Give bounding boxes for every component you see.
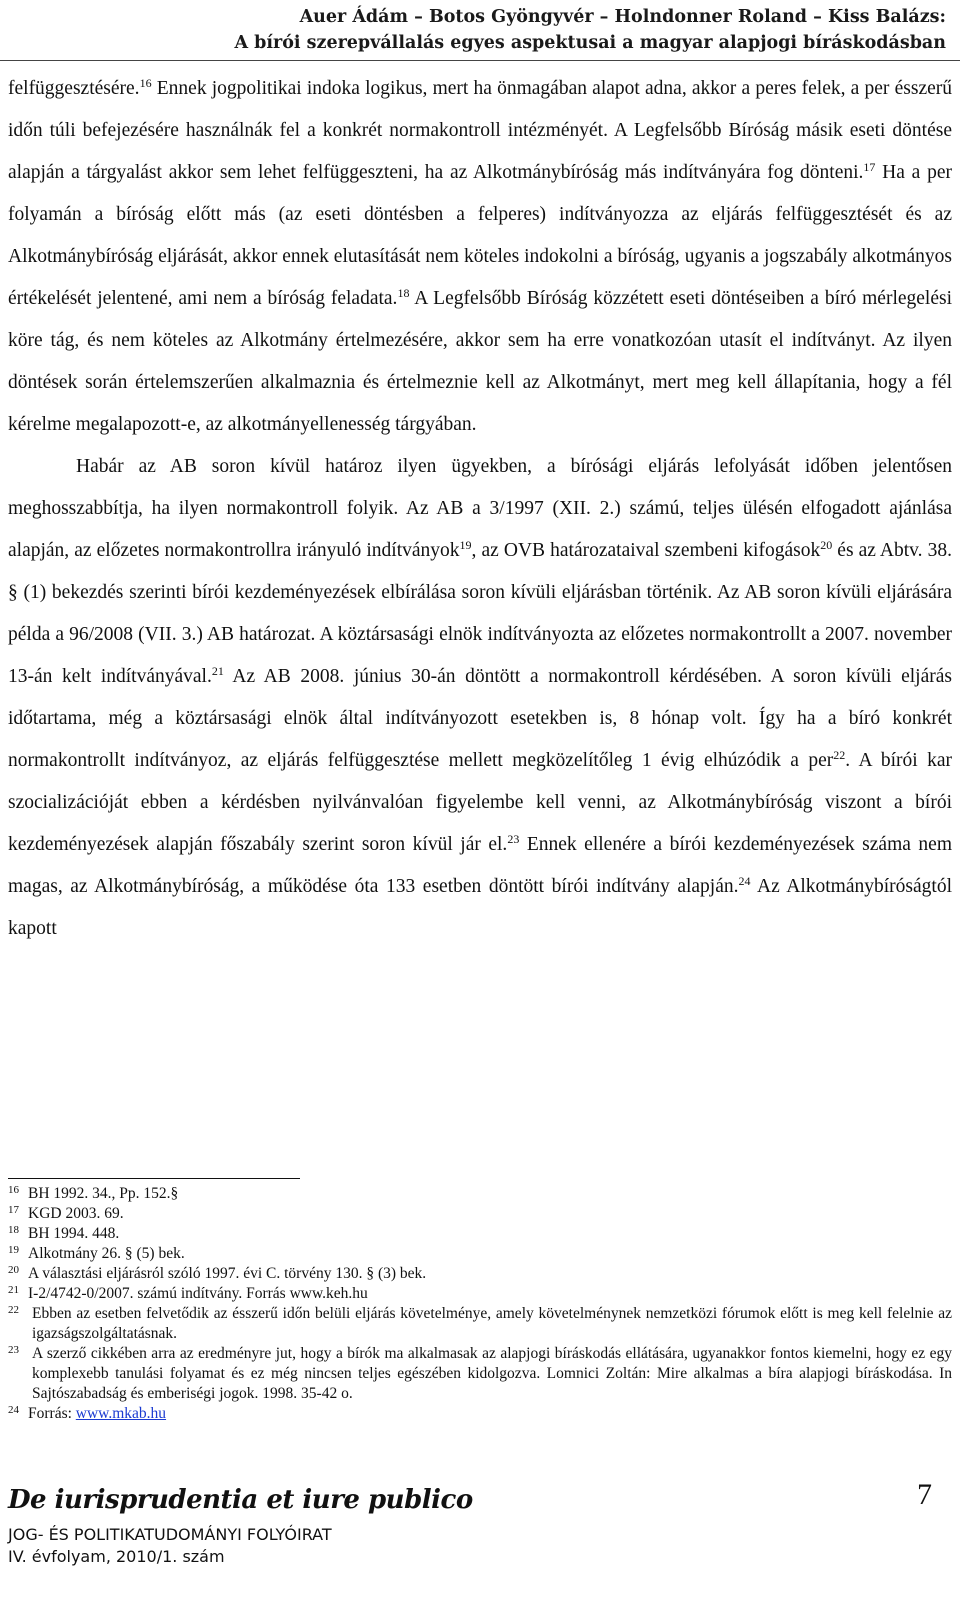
footnote-text: Ebben az esetben felvetődik az ésszerű időn belüli eljárás követelménye, amely követelménynek nemzetközi fórumok előtt is meg kell felelnie az igazságszolgáltatásnak.	[32, 1305, 952, 1342]
footnote-ref[interactable]: 24	[738, 874, 751, 888]
text-run: Habár az AB soron kívül határoz ilyen ügyekben, a bírósági eljárás lefolyását időben jelentősen meghosszabbítja, ha ilyen normakontroll folyik. Az AB a 3/1997 (XII. 2.) számú, teljes ülésén elfogadott ajánlása alapján, az előzetes normakontrollra irányuló indítványok	[8, 456, 952, 561]
footnote-text: BH 1994. 448.	[28, 1225, 120, 1242]
footnote-number: 24	[8, 1404, 19, 1416]
footnote-17	[8, 1204, 952, 1224]
footnote-number: 22	[8, 1304, 19, 1316]
text-run: A Legfelsőbb Bíróság közzétett eseti döntéseiben a bíró mérlegelési köre tág, és nem köteles az Alkotmány értelmezésére, akkor sem ha erre vonatkozóan utasít el indítványt. Az ilyen döntések során értelemszerűen alkalmaznia és értelmeznie kell az Alkotmányt, mert meg kell állapítania, hogy a fél kérelme megalapozott-e, az alkotmányellenesség tárgyában.	[8, 288, 952, 435]
footnote-number: 20	[8, 1264, 19, 1276]
footnote-ref[interactable]: 18	[397, 286, 410, 300]
footnote-text: Forrás:	[28, 1405, 76, 1422]
header-authors: Auer Ádám – Botos Gyöngyvér – Holndonner Roland – Kiss Balázs:	[299, 7, 946, 27]
footnote-number: 16	[8, 1184, 19, 1196]
footnote-18	[8, 1224, 952, 1244]
journal-info	[8, 1524, 332, 1568]
header-title: A bírói szerepvállalás egyes aspektusai a magyar alapjogi bíráskodásban	[234, 33, 946, 53]
footnote-ref[interactable]: 20	[820, 538, 833, 552]
text-run: és az Abtv. 38. § (1) bekezdés szerinti bírói kezdeményezések elbírálása soron kívüli eljárásban történik. Az AB soron kívüli eljárására példa a 96/2008 (VII. 3.) AB határozat. A köztársasági elnök indítványozta az előzetes normakontrollt a 2007. november 13-án kelt indítványával.	[8, 540, 952, 687]
paragraph-1	[8, 68, 952, 446]
main-text	[8, 68, 952, 950]
footnote-number: 19	[8, 1244, 19, 1256]
paragraph-2	[8, 446, 952, 950]
footnote-number: 17	[8, 1204, 19, 1216]
footnote-text: I-2/4742-0/2007. számú indítvány. Forrás www.keh.hu	[28, 1285, 368, 1302]
footnote-ref[interactable]: 19	[459, 538, 472, 552]
footnote-separator	[8, 1178, 300, 1179]
running-header	[234, 4, 946, 56]
footnote-number: 18	[8, 1224, 19, 1236]
page-number: 7	[917, 1478, 932, 1511]
footnotes	[8, 1184, 952, 1424]
text-run: , az OVB határozataival szembeni kifogások	[471, 540, 821, 561]
footnote-text: Alkotmány 26. § (5) bek.	[28, 1245, 185, 1262]
source-link[interactable]: www.mkab.hu	[75, 1405, 167, 1422]
header-rule	[0, 60, 960, 61]
footnote-22	[8, 1304, 952, 1344]
journal-title: De iurisprudentia et iure publico	[8, 1485, 473, 1515]
footnote-number: 23	[8, 1344, 19, 1356]
footnote-21	[8, 1284, 952, 1304]
text-run: Ha a per folyamán a bíróság előtt más (az eseti döntésben a felperes) indítványozza az eljárás felfüggesztését és az Alkotmánybíróság eljárását, akkor ennek elutasítását nem köteles indokolni a bíróság, ugyanis a jogszabály alkotmányos értékelését jelentené, ami nem a bíróság feladata.	[8, 162, 952, 309]
footnote-ref[interactable]: 22	[833, 748, 846, 762]
text-run: Az AB 2008. június 30-án döntött a normakontroll kérdésében. A soron kívüli eljárás időtartama, még a köztársasági elnök által indítványozott esetekben is, 8 hónap volt. Így ha a bíró konkrét normakontrollt indítványoz, az eljárás felfüggesztése mellett megközelítőleg 1 évig elhúzódik a per	[8, 666, 952, 771]
text-run: Az Alkotmánybíróságtól kapott	[8, 876, 952, 939]
footnote-20	[8, 1264, 952, 1284]
journal-issue: IV. évfolyam, 2010/1. szám	[8, 1547, 225, 1566]
text-run: felfüggesztésére.	[8, 78, 140, 99]
footnote-ref[interactable]: 21	[211, 664, 224, 678]
text-run: Ennek ellenére a bírói kezdeményezések száma nem magas, az Alkotmánybíróság, a működése óta 133 esetben döntött bírói indítvány alapján.	[8, 834, 952, 897]
text-run: Ennek jogpolitikai indoka logikus, mert ha önmagában alapot adna, akkor a peres felek, a per ésszerű időn túli befejezésére használnák fel a konkrét normakontroll intézményét. A Legfelsőbb Bíróság másik eseti döntése alapján a tárgyalást akkor sem lehet felfüggeszteni, ha az Alkotmánybíróság más indítványára fog dönteni.	[8, 78, 952, 183]
footnote-ref[interactable]: 17	[863, 160, 876, 174]
footnote-23	[8, 1344, 952, 1404]
footnote-text: A szerző cikkében arra az eredményre jut, hogy a bírók ma alkalmasak az alapjogi bíráskodás ellátására, ugyanakkor fontos kiemelni, hogy ez egy komplexebb tanulási folyamat és ez még nincsen teljes egészében kidolgozva. Lomnici Zoltán: Mire alkalmas a bíra alapjogi bíráskodása. In Sajtószabadság és emberiségi jogok. 1998. 35-42 o.	[32, 1345, 952, 1402]
footnote-text: A választási eljárásról szóló 1997. évi C. törvény 130. § (3) bek.	[28, 1265, 427, 1282]
footnote-24	[8, 1404, 952, 1424]
footnote-ref[interactable]: 23	[507, 832, 520, 846]
footnote-ref[interactable]: 16	[139, 76, 152, 90]
footnote-text: BH 1992. 34., Pp. 152.§	[28, 1185, 179, 1202]
footnote-16	[8, 1184, 952, 1204]
text-run: . A bírói kar szocializációját ebben a kérdésben nyilvánvalóan figyelembe kell venni, az Alkotmánybíróság viszont a bírói kezdeményezések alapján főszabály szerint soron kívül jár el.	[8, 750, 952, 855]
journal-subtitle: JOG- ÉS POLITIKATUDOMÁNYI FOLYÓIRAT	[8, 1525, 332, 1544]
footnote-text: KGD 2003. 69.	[28, 1205, 124, 1222]
footnote-number: 21	[8, 1284, 19, 1296]
footnote-19	[8, 1244, 952, 1264]
